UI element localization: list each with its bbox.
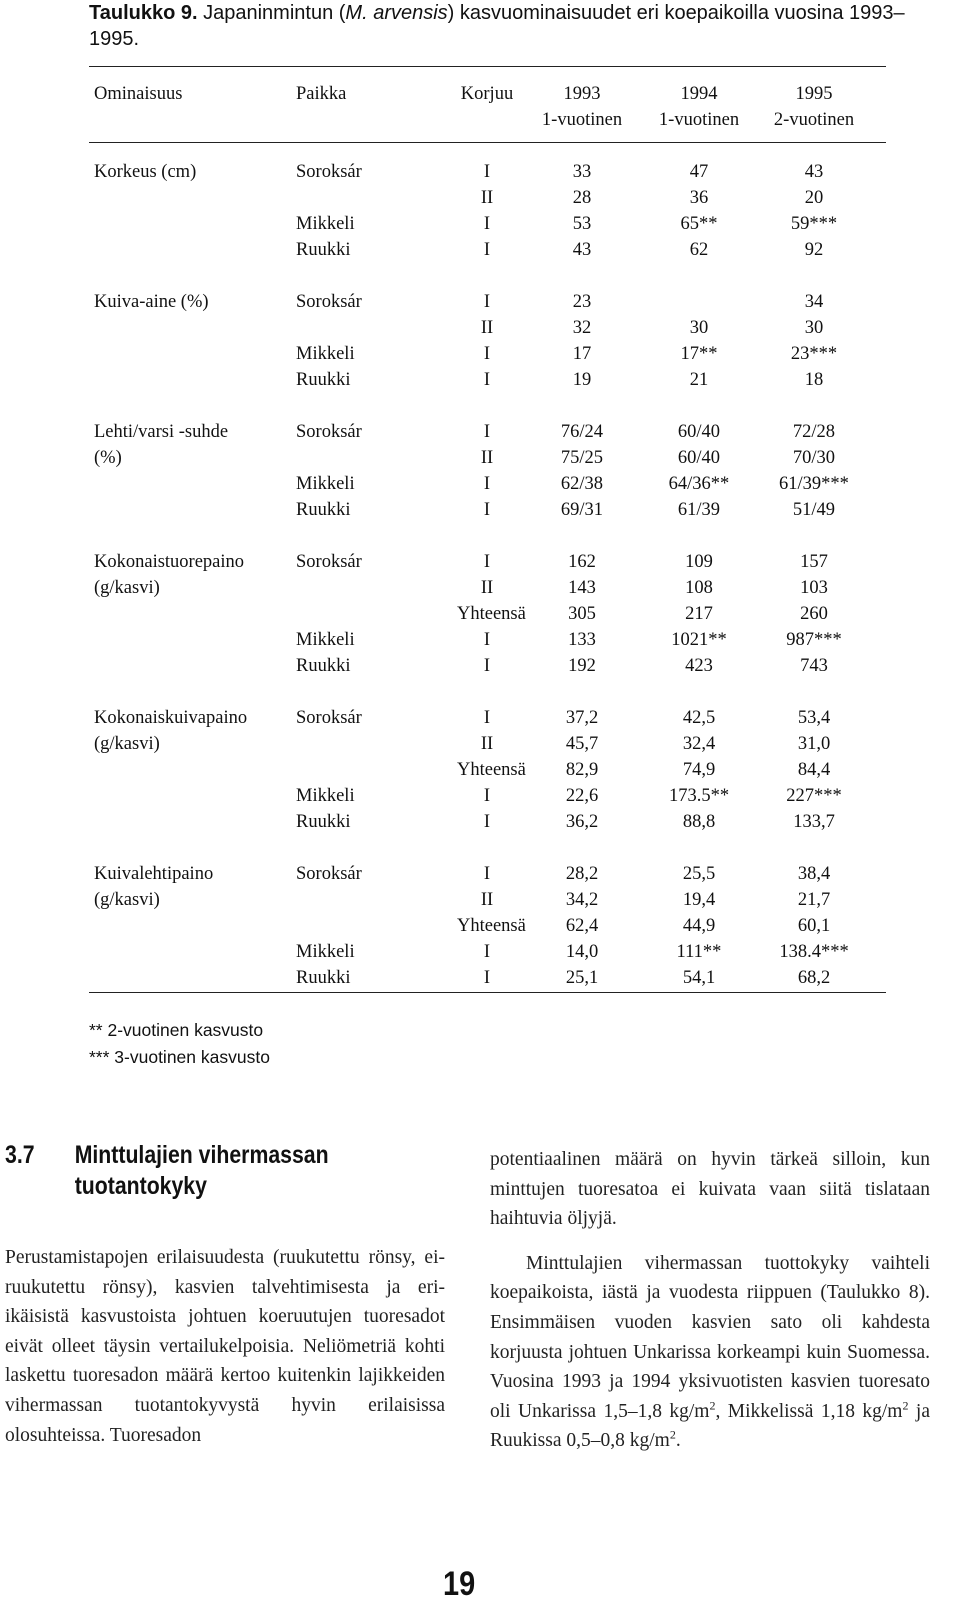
value-1994-cell: 111** bbox=[676, 942, 722, 962]
value-1995-cell: 133,7 bbox=[793, 812, 835, 832]
value-1995-cell: 38,4 bbox=[797, 864, 831, 884]
value-1993-cell: 28 bbox=[572, 188, 592, 208]
value-1994-cell: 60/40 bbox=[677, 422, 721, 442]
place-cell: Ruukki bbox=[296, 656, 351, 676]
harvest-cell: I bbox=[483, 786, 491, 806]
value-1993-cell: 36,2 bbox=[565, 812, 599, 832]
place-cell: Soroksár bbox=[296, 422, 362, 442]
value-1995-cell: 987*** bbox=[786, 630, 842, 650]
harvest-cell: I bbox=[483, 968, 491, 988]
harvest-cell: I bbox=[483, 656, 491, 676]
value-1993-cell: 75/25 bbox=[560, 448, 604, 468]
right-paragraph-2-part-d: . bbox=[675, 1430, 681, 1452]
value-1995-cell: 743 bbox=[800, 656, 828, 676]
value-1995-cell: 227*** bbox=[786, 786, 842, 806]
value-1994-cell: 65** bbox=[680, 214, 718, 234]
harvest-cell: Yhteensä bbox=[457, 760, 526, 780]
value-1995-cell: 92 bbox=[804, 240, 824, 260]
harvest-cell: II bbox=[480, 578, 494, 598]
value-1994-cell: 25,5 bbox=[682, 864, 716, 884]
table-bottom-rule bbox=[89, 992, 886, 993]
section-heading bbox=[5, 1140, 396, 1202]
value-1993-cell: 23 bbox=[572, 292, 592, 312]
value-1995-cell: 34 bbox=[804, 292, 824, 312]
place-cell: Ruukki bbox=[296, 370, 351, 390]
property-label: Kokonaistuorepaino bbox=[94, 552, 245, 572]
property-label: Lehti/varsi -suhde bbox=[94, 422, 229, 442]
property-label: Kuiva-aine (%) bbox=[94, 292, 209, 312]
header-sub-1995: 2-vuotinen bbox=[773, 110, 855, 130]
value-1994-cell: 217 bbox=[685, 604, 713, 624]
value-1993-cell: 17 bbox=[572, 344, 592, 364]
property-label: Kuivalehtipaino bbox=[94, 864, 214, 884]
value-1995-cell: 43 bbox=[804, 162, 824, 182]
value-1993-cell: 14,0 bbox=[565, 942, 599, 962]
value-1993-cell: 82,9 bbox=[565, 760, 599, 780]
value-1994-cell: 173.5** bbox=[668, 786, 730, 806]
place-cell: Soroksár bbox=[296, 708, 362, 728]
harvest-cell: I bbox=[483, 370, 491, 390]
harvest-cell: I bbox=[483, 864, 491, 884]
note-3-year: *** 3-vuotinen kasvusto bbox=[89, 1047, 270, 1067]
right-paragraph-2 bbox=[490, 1249, 930, 1456]
place-cell: Ruukki bbox=[296, 812, 351, 832]
value-1994-cell: 44,9 bbox=[682, 916, 716, 936]
right-paragraph-2-part-c: ja Ruukissa 0,5–0,8 kg/m bbox=[490, 1400, 930, 1452]
value-1994-cell: 19,4 bbox=[682, 890, 716, 910]
place-cell: Soroksár bbox=[296, 162, 362, 182]
value-1994-cell: 64/36** bbox=[668, 474, 730, 494]
place-cell: Mikkeli bbox=[296, 474, 355, 494]
value-1993-cell: 19 bbox=[572, 370, 592, 390]
property-label: (g/kasvi) bbox=[94, 578, 160, 598]
place-cell: Ruukki bbox=[296, 500, 351, 520]
value-1994-cell: 88,8 bbox=[682, 812, 716, 832]
value-1994-cell: 60/40 bbox=[677, 448, 721, 468]
value-1993-cell: 37,2 bbox=[565, 708, 599, 728]
table-top-rule bbox=[89, 66, 886, 67]
place-cell: Mikkeli bbox=[296, 786, 355, 806]
harvest-cell: I bbox=[483, 812, 491, 832]
caption-text-after: ) kasvuominaisuudet eri koepaikoilla vuosina 1993–1995. bbox=[89, 2, 905, 50]
value-1994-cell: 423 bbox=[685, 656, 713, 676]
header-harvest: Korjuu bbox=[460, 84, 514, 104]
value-1995-cell: 59*** bbox=[790, 214, 838, 234]
value-1993-cell: 43 bbox=[572, 240, 592, 260]
place-cell: Soroksár bbox=[296, 552, 362, 572]
table-header-rule bbox=[89, 142, 886, 143]
harvest-cell: II bbox=[480, 318, 494, 338]
value-1994-cell: 1021** bbox=[671, 630, 727, 650]
value-1995-cell: 260 bbox=[800, 604, 828, 624]
value-1995-cell: 21,7 bbox=[797, 890, 831, 910]
value-1993-cell: 192 bbox=[568, 656, 596, 676]
place-cell: Ruukki bbox=[296, 240, 351, 260]
value-1995-cell: 23*** bbox=[790, 344, 838, 364]
left-paragraph: Perustamistapojen erilaisuudesta (ruukutettu rönsy, ei-ruukutettu rönsy), kasvien talvehtimisesta ja eri-ikäisistä kasvustoista johtuen koeruutujen tuoresadot eivät olleet täysin vertailukelpoisia. Neliömetriä kohti laskettu tuoresadon määrä kertoo kuitenkin lajikkeiden vihermassan tuotantokyvystä hyvin erilaisissa olosuhteissa. Tuoresadon bbox=[5, 1247, 445, 1446]
value-1995-cell: 103 bbox=[800, 578, 828, 598]
harvest-cell: I bbox=[483, 474, 491, 494]
value-1994-cell: 109 bbox=[685, 552, 713, 572]
harvest-cell: I bbox=[483, 344, 491, 364]
value-1994-cell: 36 bbox=[689, 188, 709, 208]
property-label: Kokonaiskuivapaino bbox=[94, 708, 248, 728]
superscript-2: 2 bbox=[709, 1398, 716, 1413]
value-1994-cell: 47 bbox=[689, 162, 709, 182]
section-title-line2: tuotantokyky bbox=[74, 1172, 207, 1200]
value-1993-cell: 69/31 bbox=[560, 500, 604, 520]
value-1994-cell: 108 bbox=[685, 578, 713, 598]
value-1995-cell: 31,0 bbox=[797, 734, 831, 754]
property-label: (g/kasvi) bbox=[94, 734, 160, 754]
header-year-1994: 1994 bbox=[680, 84, 718, 104]
superscript-2: 2 bbox=[669, 1427, 676, 1442]
value-1993-cell: 32 bbox=[572, 318, 592, 338]
table-notes bbox=[89, 1017, 270, 1071]
header-place: Paikka bbox=[296, 84, 347, 104]
value-1995-cell: 84,4 bbox=[797, 760, 831, 780]
value-1995-cell: 51/49 bbox=[792, 500, 836, 520]
harvest-cell: II bbox=[480, 188, 494, 208]
right-paragraph-1: potentiaalinen määrä on hyvin tärkeä silloin, kun minttujen tuoresatoa ei kuivata vaan siitä tislataan haihtuvia öljyjä. bbox=[490, 1149, 930, 1230]
value-1994-cell: 61/39 bbox=[677, 500, 721, 520]
value-1995-cell: 157 bbox=[800, 552, 828, 572]
value-1994-cell: 42,5 bbox=[682, 708, 716, 728]
header-property: Ominaisuus bbox=[94, 84, 183, 104]
header-sub-1994: 1-vuotinen bbox=[658, 110, 740, 130]
place-cell: Soroksár bbox=[296, 292, 362, 312]
harvest-cell: I bbox=[483, 500, 491, 520]
harvest-cell: I bbox=[483, 162, 491, 182]
harvest-cell: II bbox=[480, 734, 494, 754]
table-caption bbox=[89, 0, 909, 52]
place-cell: Mikkeli bbox=[296, 214, 355, 234]
place-cell: Mikkeli bbox=[296, 344, 355, 364]
harvest-cell: I bbox=[483, 630, 491, 650]
value-1993-cell: 22,6 bbox=[565, 786, 599, 806]
section-title-line1: Minttulajien vihermassan bbox=[74, 1141, 329, 1169]
harvest-cell: I bbox=[483, 708, 491, 728]
harvest-cell: II bbox=[480, 448, 494, 468]
property-label: (g/kasvi) bbox=[94, 890, 160, 910]
value-1993-cell: 28,2 bbox=[565, 864, 599, 884]
place-cell: Soroksár bbox=[296, 864, 362, 884]
harvest-cell: I bbox=[483, 552, 491, 572]
right-paragraph-2-part-b: , Mikkelissä 1,18 kg/m bbox=[715, 1400, 903, 1422]
value-1993-cell: 53 bbox=[572, 214, 592, 234]
note-2-year: ** 2-vuotinen kasvusto bbox=[89, 1020, 264, 1040]
value-1993-cell: 143 bbox=[568, 578, 596, 598]
value-1995-cell: 18 bbox=[804, 370, 824, 390]
header-year-1995: 1995 bbox=[795, 84, 833, 104]
place-cell: Mikkeli bbox=[296, 942, 355, 962]
right-paragraph-2-part-a: Minttulajien vihermassan tuottokyky vaihteli koepaikoista, iästä ja vuodesta riippuen (Taulukko 8). Ensimmäisen vuoden kasvien sato oli kahdesta korjuusta johtuen Unkarissa korkeampi kuin Suomessa. Vuosina 1993 ja 1994 yksivuotisten kasvien tuoresato oli Unkarissa 1,5–1,8 kg/m bbox=[490, 1252, 930, 1422]
property-label: Korkeus (cm) bbox=[94, 162, 197, 182]
value-1993-cell: 305 bbox=[568, 604, 596, 624]
value-1995-cell: 68,2 bbox=[797, 968, 831, 988]
value-1993-cell: 34,2 bbox=[565, 890, 599, 910]
harvest-cell: II bbox=[480, 890, 494, 910]
page-number: 19 bbox=[443, 1565, 476, 1603]
value-1995-cell: 20 bbox=[804, 188, 824, 208]
value-1993-cell: 76/24 bbox=[560, 422, 604, 442]
value-1994-cell: 30 bbox=[689, 318, 709, 338]
value-1995-cell: 138.4*** bbox=[779, 942, 849, 962]
section-title bbox=[75, 1140, 329, 1202]
section-number: 3.7 bbox=[5, 1141, 35, 1169]
value-1995-cell: 53,4 bbox=[797, 708, 831, 728]
value-1995-cell: 70/30 bbox=[792, 448, 836, 468]
value-1994-cell: 54,1 bbox=[682, 968, 716, 988]
value-1993-cell: 33 bbox=[572, 162, 592, 182]
place-cell: Ruukki bbox=[296, 968, 351, 988]
value-1995-cell: 72/28 bbox=[792, 422, 836, 442]
place-cell: Mikkeli bbox=[296, 630, 355, 650]
body-left-column bbox=[5, 1243, 445, 1450]
harvest-cell: I bbox=[483, 214, 491, 234]
value-1995-cell: 30 bbox=[804, 318, 824, 338]
body-right-column bbox=[490, 1145, 930, 1456]
harvest-cell: I bbox=[483, 942, 491, 962]
value-1993-cell: 133 bbox=[568, 630, 596, 650]
harvest-cell: Yhteensä bbox=[457, 916, 526, 936]
header-year-1993: 1993 bbox=[563, 84, 601, 104]
value-1993-cell: 62/38 bbox=[560, 474, 604, 494]
value-1995-cell: 60,1 bbox=[797, 916, 831, 936]
header-sub-1993: 1-vuotinen bbox=[541, 110, 623, 130]
value-1994-cell: 21 bbox=[689, 370, 709, 390]
value-1994-cell: 17** bbox=[680, 344, 718, 364]
harvest-cell: I bbox=[483, 422, 491, 442]
value-1995-cell: 61/39*** bbox=[779, 474, 849, 494]
harvest-cell: I bbox=[483, 240, 491, 260]
harvest-cell: Yhteensä bbox=[457, 604, 526, 624]
value-1993-cell: 45,7 bbox=[565, 734, 599, 754]
value-1993-cell: 162 bbox=[568, 552, 596, 572]
value-1994-cell: 62 bbox=[689, 240, 709, 260]
harvest-cell: I bbox=[483, 292, 491, 312]
caption-text-before: Japaninmintun ( bbox=[197, 2, 346, 24]
value-1993-cell: 25,1 bbox=[565, 968, 599, 988]
property-label: (%) bbox=[94, 448, 122, 468]
superscript-2: 2 bbox=[902, 1398, 909, 1413]
caption-species: M. arvensis bbox=[345, 2, 448, 24]
caption-label: Taulukko 9. bbox=[89, 2, 198, 24]
value-1993-cell: 62,4 bbox=[565, 916, 599, 936]
value-1994-cell: 32,4 bbox=[682, 734, 716, 754]
value-1994-cell: 74,9 bbox=[682, 760, 716, 780]
